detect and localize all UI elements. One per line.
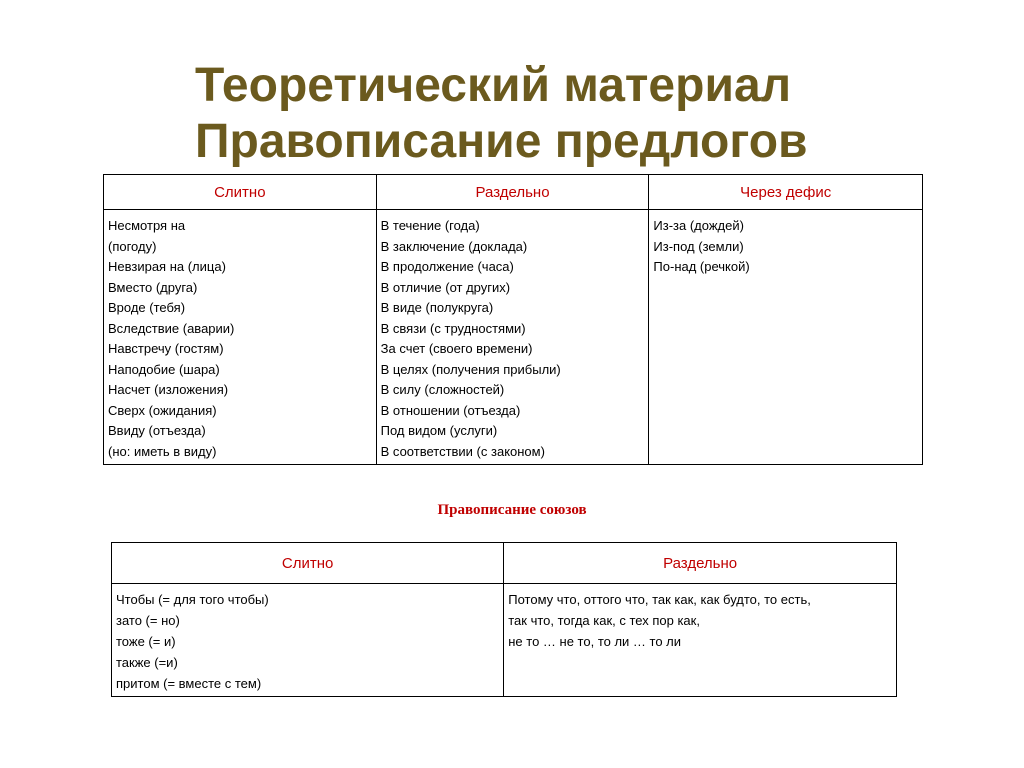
list-item: В связи (с трудностями) xyxy=(380,320,526,336)
title-line-2: Правописание предлогов xyxy=(195,115,808,168)
list-item: Под видом (услуги) xyxy=(380,423,498,438)
list-item: Из-под (земли) xyxy=(653,238,744,254)
list-item: В виде (полукруга) xyxy=(380,300,494,315)
table-header-row xyxy=(112,543,897,584)
list-item: Насчет (изложения) xyxy=(108,382,229,397)
cell-lines xyxy=(504,584,896,654)
list-item: В соответствии (с законом) xyxy=(380,443,545,459)
list-item: В отношении (отъезда) xyxy=(380,402,521,418)
list-item: В отличие (от других) xyxy=(380,279,511,295)
prepositions-table xyxy=(103,174,923,465)
table-header-row xyxy=(104,175,923,210)
list-item: В силу (сложностей) xyxy=(380,382,505,397)
list-item: Вместо (друга) xyxy=(108,279,198,295)
list-item: Ввиду (отъезда) xyxy=(108,423,206,438)
list-item: В течение (года) xyxy=(380,218,480,233)
list-item: (погоду) xyxy=(108,238,157,254)
list-item: зато (= но) xyxy=(116,613,180,628)
list-item: Потому что, оттого что, так как, как будто, то есть, xyxy=(508,592,811,607)
column-razdelno xyxy=(376,210,649,465)
list-item: За счет (своего времени) xyxy=(380,341,533,356)
cell-lines xyxy=(377,210,649,464)
table-row xyxy=(112,584,897,697)
list-item: По-над (речкой) xyxy=(653,259,750,274)
list-item: Чтобы (= для того чтобы) xyxy=(116,592,269,607)
list-item: В заключение (доклада) xyxy=(380,238,528,254)
list-item: Сверх (ожидания) xyxy=(108,402,217,418)
page-title xyxy=(195,58,895,170)
list-item: В целях (получения прибыли) xyxy=(380,361,561,377)
column-slitno xyxy=(112,584,504,697)
list-item: (но: иметь в виду) xyxy=(108,443,217,459)
list-item: Вроде (тебя) xyxy=(108,300,186,315)
list-item: Из-за (дождей) xyxy=(653,218,744,233)
column-razdelno xyxy=(504,584,897,697)
header-slitno: Слитно xyxy=(112,543,504,584)
conjunctions-subtitle: Правописание союзов xyxy=(437,502,587,518)
cell-lines xyxy=(104,210,376,464)
column-cherez-defis xyxy=(649,210,923,465)
column-slitno xyxy=(104,210,377,465)
cell-lines xyxy=(649,210,922,280)
list-item: также (=и) xyxy=(116,655,178,670)
header-cherez-defis: Через дефис xyxy=(649,175,923,210)
list-item: притом (= вместе с тем) xyxy=(116,676,262,691)
list-item: Невзирая на (лица) xyxy=(108,259,226,274)
list-item: Несмотря на xyxy=(108,218,186,233)
list-item: тоже (= и) xyxy=(116,634,176,649)
table-row xyxy=(104,210,923,465)
list-item: Вследствие (аварии) xyxy=(108,320,235,336)
list-item: так что, тогда как, с тех пор как, xyxy=(508,613,700,628)
cell-lines xyxy=(112,584,503,696)
header-razdelno: Раздельно xyxy=(376,175,649,210)
list-item: не то … не то, то ли … то ли xyxy=(508,634,682,649)
list-item: Навстречу (гостям) xyxy=(108,341,224,356)
list-item: Наподобие (шара) xyxy=(108,361,220,377)
title-line-1: Теоретический материал xyxy=(195,59,792,112)
header-razdelno: Раздельно xyxy=(504,543,897,584)
conjunctions-table xyxy=(111,542,897,697)
header-slitno: Слитно xyxy=(104,175,377,210)
list-item: В продолжение (часа) xyxy=(380,259,514,274)
